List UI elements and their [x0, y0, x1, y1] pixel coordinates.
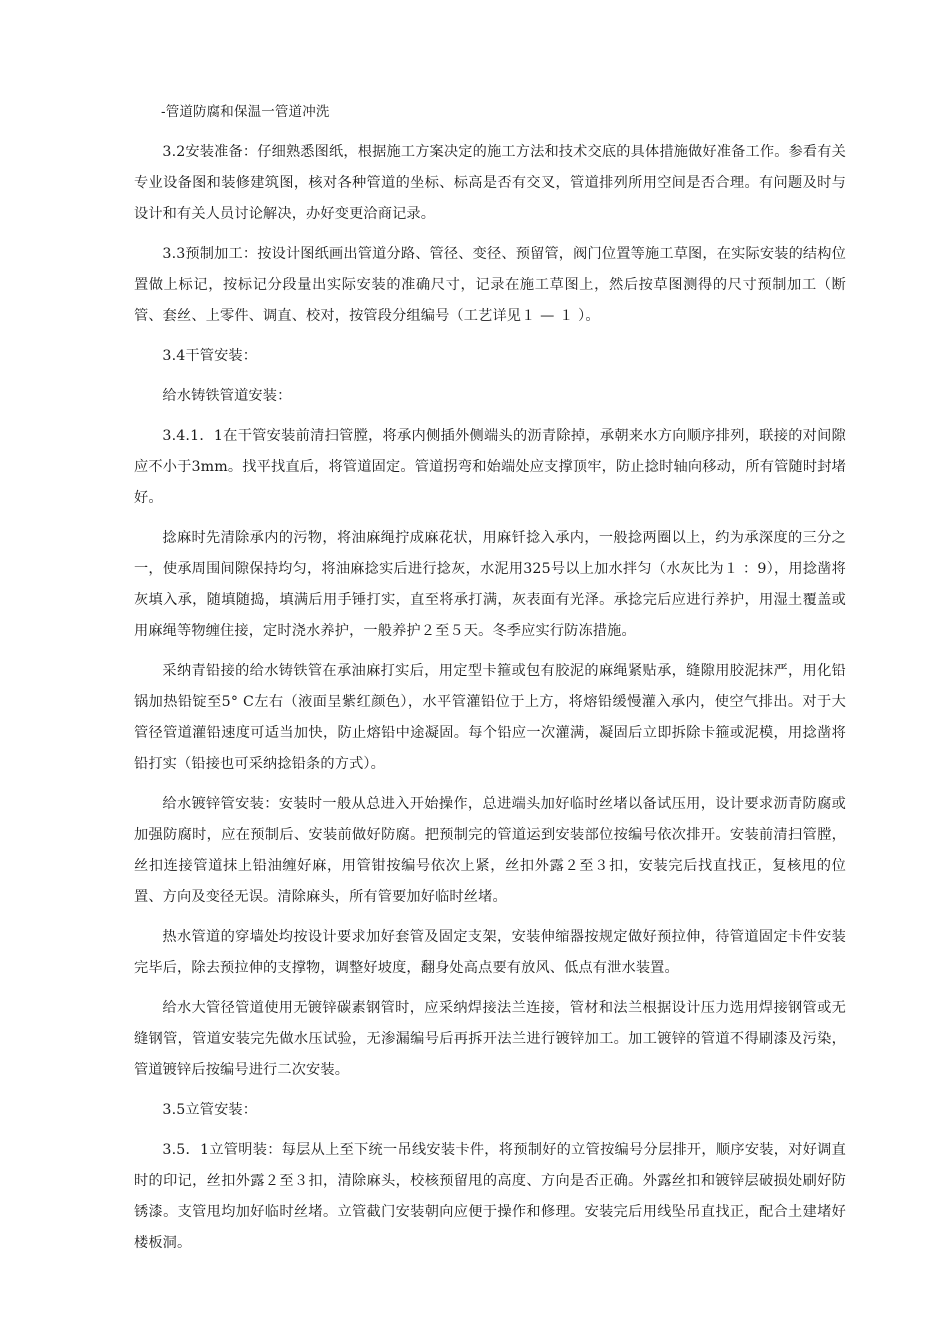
paragraph-install-preparation: 3.2安装准备：仔细熟悉图纸，根据施工方案决定的施工方法和技术交底的具体措施做好准备工作。参看有关专业设备图和装修建筑图，核对各种管道的坐标、标高是否有交叉，管道排列所用空间是否合理。有问题及时与设计和有关人员讨论解决，办好变更洽商记录。: [134, 144, 846, 222]
subheading-cast-iron-pipe: 给水铸铁管道安装：: [162, 388, 292, 404]
paragraph-hemp-caulking: 捻麻时先清除承内的污物，将油麻绳拧成麻花状，用麻钎捻入承内，一般捻两圈以上，约为承深度的三分之一，使承周围间隙保持均匀，将油麻捻实后进行捻灰，水泥用325号以上加水拌匀（水灰比为１ ：9），用捻凿将灰填入承，随填随捣，填满后用手锤打实，直至将承打满，灰表面有光泽。承捻完后应进行养护，用湿土覆盖或用麻绳等物缠住接，定时浇水养护，一般养护２至５天。冬季应实行防冻措施。: [134, 530, 846, 639]
document-body: [134, 97, 846, 1259]
paragraph-riser-exposed: 3.5．1立管明装：每层从上至下统一吊线安装卡件，将预制好的立管按编号分层排开，顺序安装，对好调直时的印记，丝扣外露２至３扣，清除麻头，校核预留甩的高度、方向是否正确。外露丝扣和镀锌层破损处刷好防锈漆。支管甩均加好临时丝堵。立管截门安装朝向应便于操作和修理。安装完后用线坠吊直找正，配合土建堵好楼板洞。: [134, 1142, 846, 1251]
paragraph-hot-water-pipe: 热水管道的穿墙处均按设计要求加好套管及固定支架，安装伸缩器按规定做好预拉伸，待管道固定卡件安装完毕后，除去预拉伸的支撑物，调整好坡度，翻身处高点要有放风、低点有泄水装置。: [134, 929, 846, 976]
paragraph-lead-joint: 采纳青铅接的给水铸铁管在承油麻打实后，用定型卡箍或包有胶泥的麻绳紧贴承，缝隙用胶泥抹严，用化铅锅加热铅锭至5° C左右（液面呈紫红颜色），水平管灌铅位于上方，将熔铅缓慢灌入承内，使空气排出。对于大管径管道灌铅速度可适当加快，防止熔铅中途凝固。每个铅应一次灌满，凝固后立即拆除卡箍或泥模，用捻凿将铅打实（铅接也可采纳捻铅条的方式）。: [134, 663, 846, 772]
section-heading-main-pipe: 3.4干管安装：: [162, 348, 258, 364]
paragraph-process-list: -管道防腐和保温一管道冲洗: [161, 104, 330, 120]
section-heading-riser: 3.5立管安装：: [162, 1102, 258, 1118]
paragraph-prefabrication: 3.3预制加工：按设计图纸画出管道分路、管径、变径、预留管，阀门位置等施工草图，在实际安装的结构位置做上标记，按标记分段量出实际安装的准确尺寸，记录在施工草图上，然后按草图测得的尺寸预制加工（断管、套丝、上零件、调直、校对，按管段分组编号（工艺详见１ — １ ）。: [134, 246, 846, 324]
paragraph-cast-iron-step-1: 3.4.1．1在干管安装前清扫管膛，将承内侧插外侧端头的沥青除掉，承朝来水方向顺序排列，联接的对间隙应不小于3mm。找平找直后，将管道固定。管道拐弯和始端处应支撑顶牢，防止捻时轴向移动，所有管随时封堵好。: [134, 428, 846, 506]
paragraph-galvanized-pipe: 给水镀锌管安装：安装时一般从总进入开始操作，总进端头加好临时丝堵以备试压用，设计要求沥青防腐或加强防腐时，应在预制后、安装前做好防腐。把预制完的管道运到安装部位按编号依次排开。安装前清扫管膛，丝扣连接管道抹上铅油缠好麻，用管钳按编号依次上紧，丝扣外露２至３扣，安装完后找直找正，复核甩的位置、方向及变径无误。清除麻头，所有管要加好临时丝堵。: [134, 796, 846, 905]
paragraph-large-diameter-pipe: 给水大管径管道使用无镀锌碳素钢管时，应采纳焊接法兰连接，管材和法兰根据设计压力选用焊接钢管或无缝钢管，管道安装完先做水压试验，无渗漏编号后再拆开法兰进行镀锌加工。加工镀锌的管道不得刷漆及污染，管道镀锌后按编号进行二次安装。: [134, 1000, 846, 1078]
